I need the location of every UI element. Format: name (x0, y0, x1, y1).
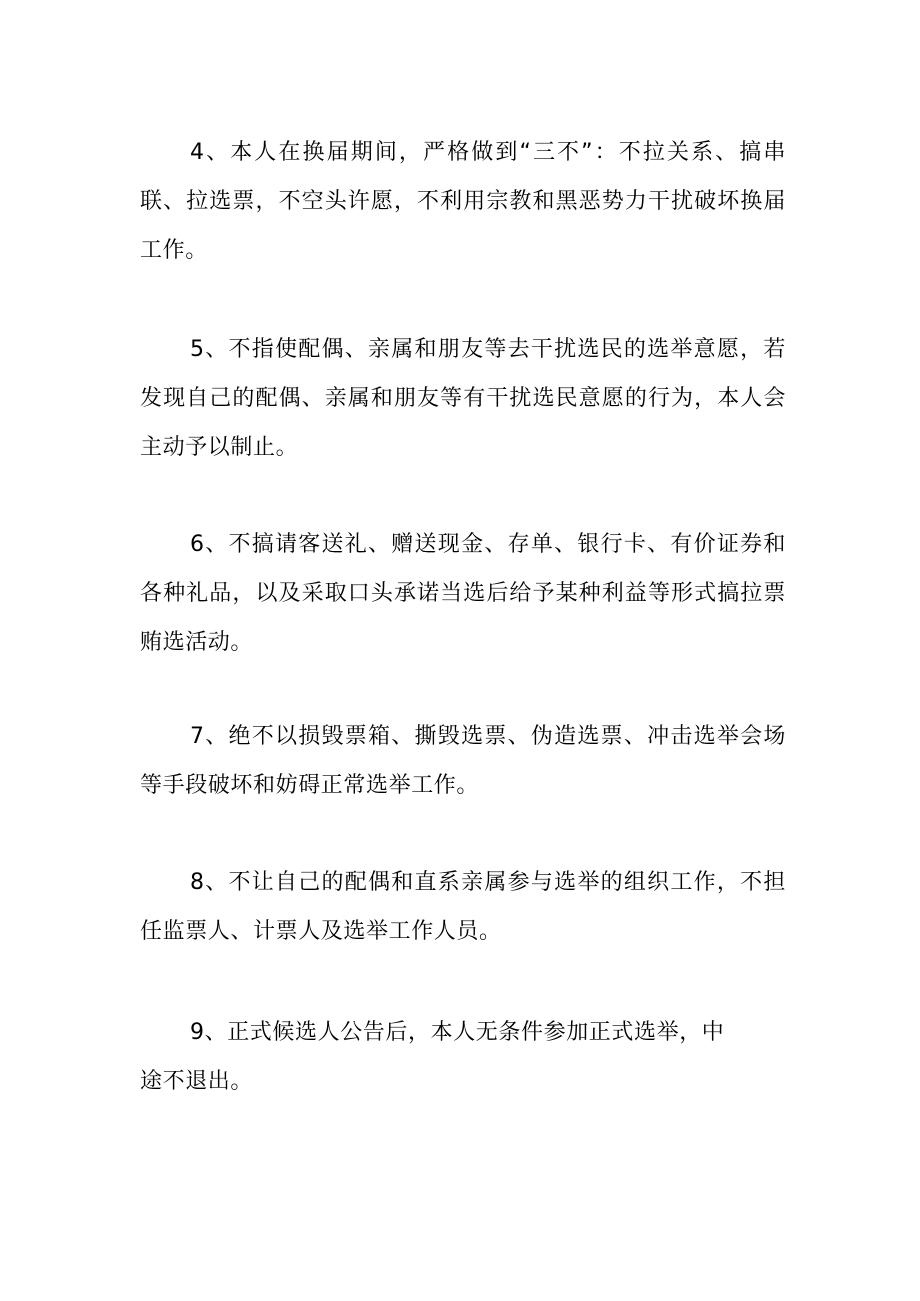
paragraph-line: 各种礼品，以及采取口头承诺当选后给予某种利益等形式搞拉票 (140, 581, 786, 606)
paragraph-line: 等手段破坏和妨碍正常选举工作。 (140, 773, 480, 798)
paragraph-line: 6、不搞请客送礼、赠送现金、存单、银行卡、有价证券和 (190, 532, 786, 557)
paragraph-item-7 (140, 712, 786, 810)
paragraph-line: 7、绝不以损毁票箱、撕毁选票、伪造选票、冲击选举会场 (190, 724, 786, 749)
paragraph-line: 联、拉选票，不空头许愿，不利用宗教和黑恶势力干扰破坏换届 (140, 189, 786, 214)
paragraph-line: 任监票人、计票人及选举工作人员。 (140, 919, 502, 944)
paragraph-line: 贿选活动。 (140, 630, 254, 655)
paragraph-item-4 (140, 128, 786, 275)
paragraph-line: 8、不让自己的配偶和直系亲属参与选举的组织工作，不担 (190, 870, 786, 895)
paragraph-line: 工作。 (140, 238, 208, 263)
paragraph-line: 主动予以制止。 (140, 435, 299, 460)
paragraph-item-6 (140, 520, 786, 667)
paragraph-line: 9、正式候选人公告后，本人无条件参加正式选举，中 (190, 1020, 725, 1045)
paragraph-item-5 (140, 325, 786, 472)
paragraph-line: 途不退出。 (140, 1069, 254, 1094)
paragraph-line: 5、不指使配偶、亲属和朋友等去干扰选民的选举意愿，若 (190, 337, 786, 362)
paragraph-item-9 (140, 1008, 786, 1106)
paragraph-line: 4、本人在换届期间，严格做到“三不”：不拉关系、搞串 (190, 140, 786, 165)
paragraph-item-8 (140, 858, 786, 956)
paragraph-line: 发现自己的配偶、亲属和朋友等有干扰选民意愿的行为，本人会 (140, 386, 786, 411)
